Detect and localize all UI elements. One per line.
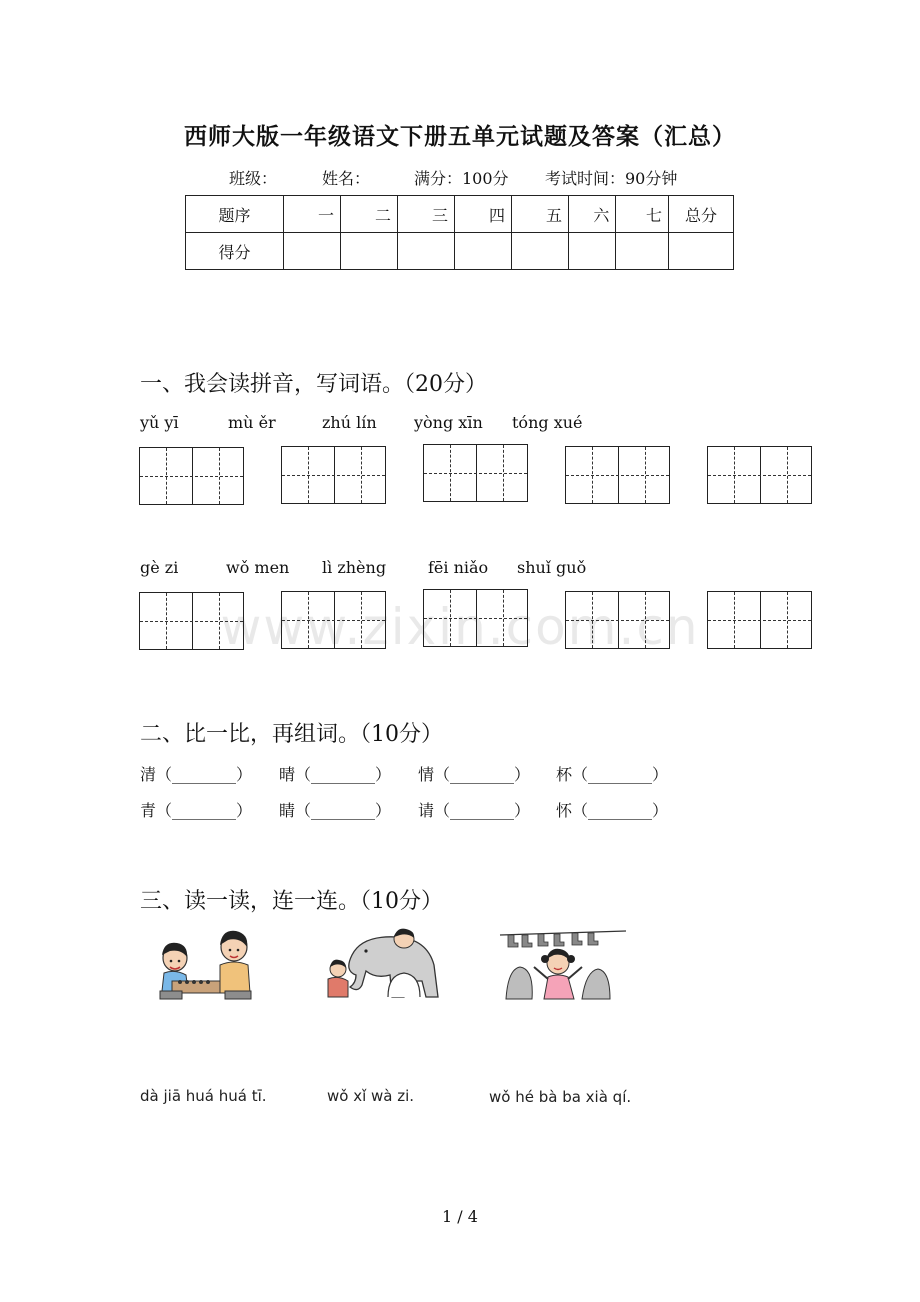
score-row-label: 得分 [186, 233, 284, 270]
page-title: 西师大版一年级语文下册五单元试题及答案（汇总） [184, 123, 736, 150]
compare-item[interactable]: 请（________） [418, 801, 531, 820]
pinyin-label: gè zi [140, 558, 179, 577]
caption: dà jiā huá huá tī. [140, 1087, 267, 1105]
pinyin-label: wǒ men [226, 558, 290, 577]
name-label: 姓名： [322, 169, 371, 188]
pinyin-label: yòng xīn [414, 413, 483, 432]
score-header-cell: 题序 [186, 196, 284, 233]
compare-item[interactable]: 杯（________） [556, 765, 669, 784]
score-header-cell: 七 [616, 196, 669, 233]
pinyin-label: zhú lín [322, 413, 377, 432]
compare-item[interactable]: 怀（________） [556, 801, 669, 820]
writing-grid[interactable] [423, 589, 528, 647]
score-cell[interactable] [455, 233, 512, 270]
score-header-cell: 二 [341, 196, 398, 233]
score-cell[interactable] [568, 233, 615, 270]
caption: wǒ hé bà ba xià qí. [489, 1088, 632, 1106]
compare-item[interactable]: 晴（________） [279, 765, 392, 784]
pinyin-label: mù ěr [228, 413, 276, 432]
writing-grid[interactable] [707, 591, 812, 649]
writing-grid[interactable] [281, 446, 386, 504]
exam-time: 考试时间：90分钟 [545, 169, 678, 188]
score-table [185, 195, 734, 270]
kids-chess-illustration [150, 925, 290, 1005]
girl-socks-illustration [498, 925, 628, 1005]
pinyin-label: fēi niǎo [428, 558, 489, 577]
section3-heading: 三、读一读，连一连。（10分） [140, 889, 443, 914]
score-cell[interactable] [398, 233, 455, 270]
compare-item[interactable]: 睛（________） [279, 801, 392, 820]
writing-grid[interactable] [565, 446, 670, 504]
page-number: 1 / 4 [442, 1207, 478, 1226]
writing-grid[interactable] [423, 444, 528, 502]
pinyin-label: yǔ yī [140, 413, 179, 432]
score-header-cell: 五 [511, 196, 568, 233]
writing-grid[interactable] [139, 592, 244, 650]
pinyin-label: lì zhèng [322, 558, 387, 577]
writing-grid[interactable] [565, 591, 670, 649]
score-header-cell: 一 [284, 196, 341, 233]
compare-item[interactable]: 青（________） [140, 801, 253, 820]
writing-grid[interactable] [139, 447, 244, 505]
section1-heading: 一、我会读拼音，写词语。（20分） [140, 372, 487, 397]
class-label: 班级： [229, 169, 278, 188]
score-cell[interactable] [616, 233, 669, 270]
score-cell[interactable] [511, 233, 568, 270]
watermark: www.zixin.com.cn [220, 598, 700, 656]
caption: wǒ xǐ wà zi. [327, 1087, 415, 1105]
pinyin-label: tóng xué [512, 413, 583, 432]
full-score: 满分：100分 [414, 169, 509, 188]
score-header-cell: 六 [568, 196, 615, 233]
elephant-illustration [322, 925, 442, 1005]
section2-heading: 二、比一比，再组词。（10分） [140, 722, 443, 747]
score-header-cell: 四 [455, 196, 512, 233]
writing-grid[interactable] [707, 446, 812, 504]
score-header-cell: 总分 [668, 196, 733, 233]
score-cell[interactable] [341, 233, 398, 270]
score-cell[interactable] [668, 233, 733, 270]
pinyin-label: shuǐ guǒ [517, 558, 587, 577]
writing-grid[interactable] [281, 591, 386, 649]
score-cell[interactable] [284, 233, 341, 270]
score-header-cell: 三 [398, 196, 455, 233]
compare-item[interactable]: 情（________） [418, 765, 531, 784]
compare-item[interactable]: 清（________） [140, 765, 253, 784]
